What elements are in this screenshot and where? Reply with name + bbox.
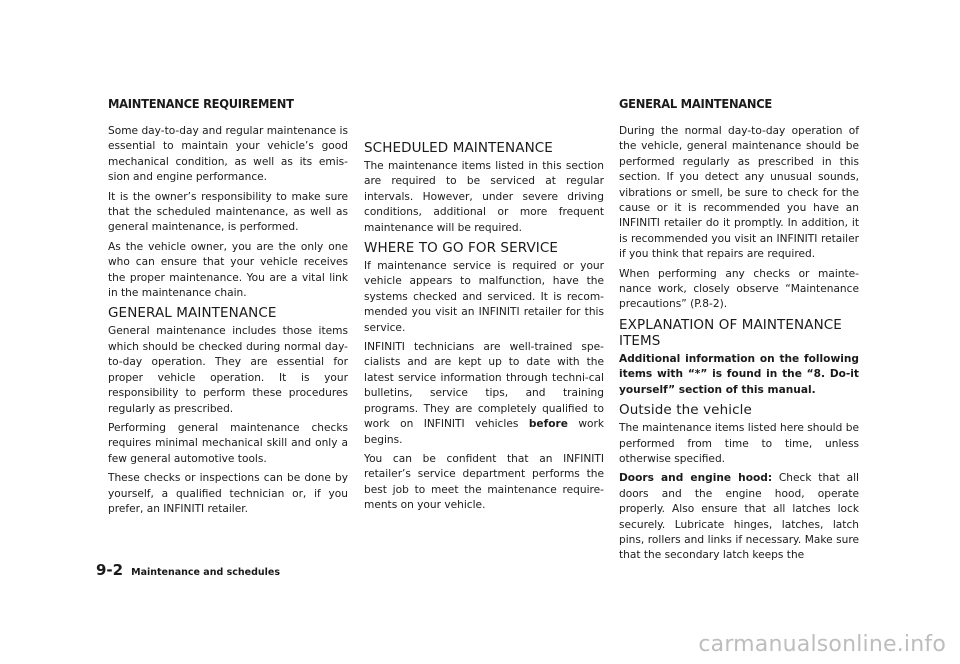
paragraph: Performing general maintenance checks requires minimal mechanical skill and only a few general automotive tools. [108, 421, 348, 465]
text-span: INFINITI technicians are well-trained spe-cialists and are kept up to date with the latest service information through techni-cal bulletins, service tips, and training programs. They are completely qualified to work on INFINITI vehicles [364, 341, 604, 431]
label-doors-and-engine-hood: Doors and engine hood: [619, 472, 773, 485]
section-heading-maintenance-requirement: MAINTENANCE REQUIREMENT [108, 96, 294, 111]
paragraph: These checks or inspections can be done by yourself, a qualified technician or, if you prefer, an INFINITI retailer. [108, 472, 348, 515]
footer-section-title: Maintenance and schedules [131, 567, 280, 578]
text-span: Check that all doors and the engine hood, operate properly. Also ensure that all latches lock securely. Lubricate hinges, latches, latch pins, rollers and links if necessary. Make sure that the secondary latch keeps the [619, 472, 859, 562]
text-span: work begins. [364, 418, 604, 446]
subheading-explanation-of-maintenance-items: EXPLANATION OF MAINTENANCE ITEMS [619, 316, 842, 349]
paragraph: As the vehicle owner, you are the only one who can ensure that your vehicle receives the proper maintenance. You are a vital link in the maintenance chain. [108, 240, 348, 300]
paragraph: General maintenance includes those items which should be checked during normal day-to-day operation. They are essential for proper vehicle operation. It is your responsibility to perform these procedures regularly as prescribed. [108, 325, 348, 415]
subheading-general-maintenance: GENERAL MAINTENANCE [108, 305, 277, 322]
section-heading-general-maintenance: GENERAL MAINTENANCE [619, 96, 773, 111]
bold-word-before: before [528, 418, 568, 431]
paragraph: During the normal day-to-day operation of the vehicle, general maintenance should be performed regularly as prescribed in this section. If you detect any unusual sounds, vibrations or smell, be sure to check for the cause or it is recommended you have an INFINITI retailer do it promptly. In addition, it is recommended you visit an INFINITI retailer if you think that repairs are required. [619, 125, 859, 261]
paragraph [364, 340, 604, 448]
paragraph: It is the owner’s responsibility to make sure that the scheduled maintenance, as well as general maintenance, is performed. [108, 190, 348, 234]
page-number: 9-2 [96, 561, 124, 579]
column-left [108, 96, 348, 521]
watermark: carmanualsonline.info [698, 632, 946, 657]
paragraph: The maintenance items listed here should be performed from time to time, unless otherwise specified. [619, 422, 859, 465]
paragraph-bold-note: Additional information on the following items with “*” is found in the “8. Do-it yourself” section of this manual. [619, 352, 859, 396]
subheading-scheduled-maintenance: SCHEDULED MAINTENANCE [364, 140, 553, 156]
paragraph: When performing any checks or mainte-nance work, closely observe “Maintenance precautions” (P.8-2). [619, 267, 859, 311]
paragraph: You can be confident that an INFINITI retailer’s service department performs the best job to meet the maintenance require-ments on your vehicle. [364, 452, 604, 512]
paragraph: If maintenance service is required or your vehicle appears to malfunction, have the systems checked and serviced. It is recom-mended you visit an INFINITI retailer for this service. [364, 260, 604, 334]
page-footer [96, 560, 280, 579]
subheading-where-to-go-for-service: WHERE TO GO FOR SERVICE [364, 240, 559, 257]
subheading-outside-the-vehicle: Outside the vehicle [619, 402, 752, 419]
paragraph: Some day-to-day and regular maintenance is essential to maintain your vehicle’s good mechanical condition, as well as its emis-sion and engine performance. [108, 125, 348, 184]
paragraph [619, 471, 859, 563]
column-middle [364, 96, 604, 518]
column-right [619, 96, 859, 568]
paragraph: The maintenance items listed in this section are required to be serviced at regular intervals. However, under severe driving conditions, additional or more frequent maintenance will be required. [364, 160, 604, 234]
